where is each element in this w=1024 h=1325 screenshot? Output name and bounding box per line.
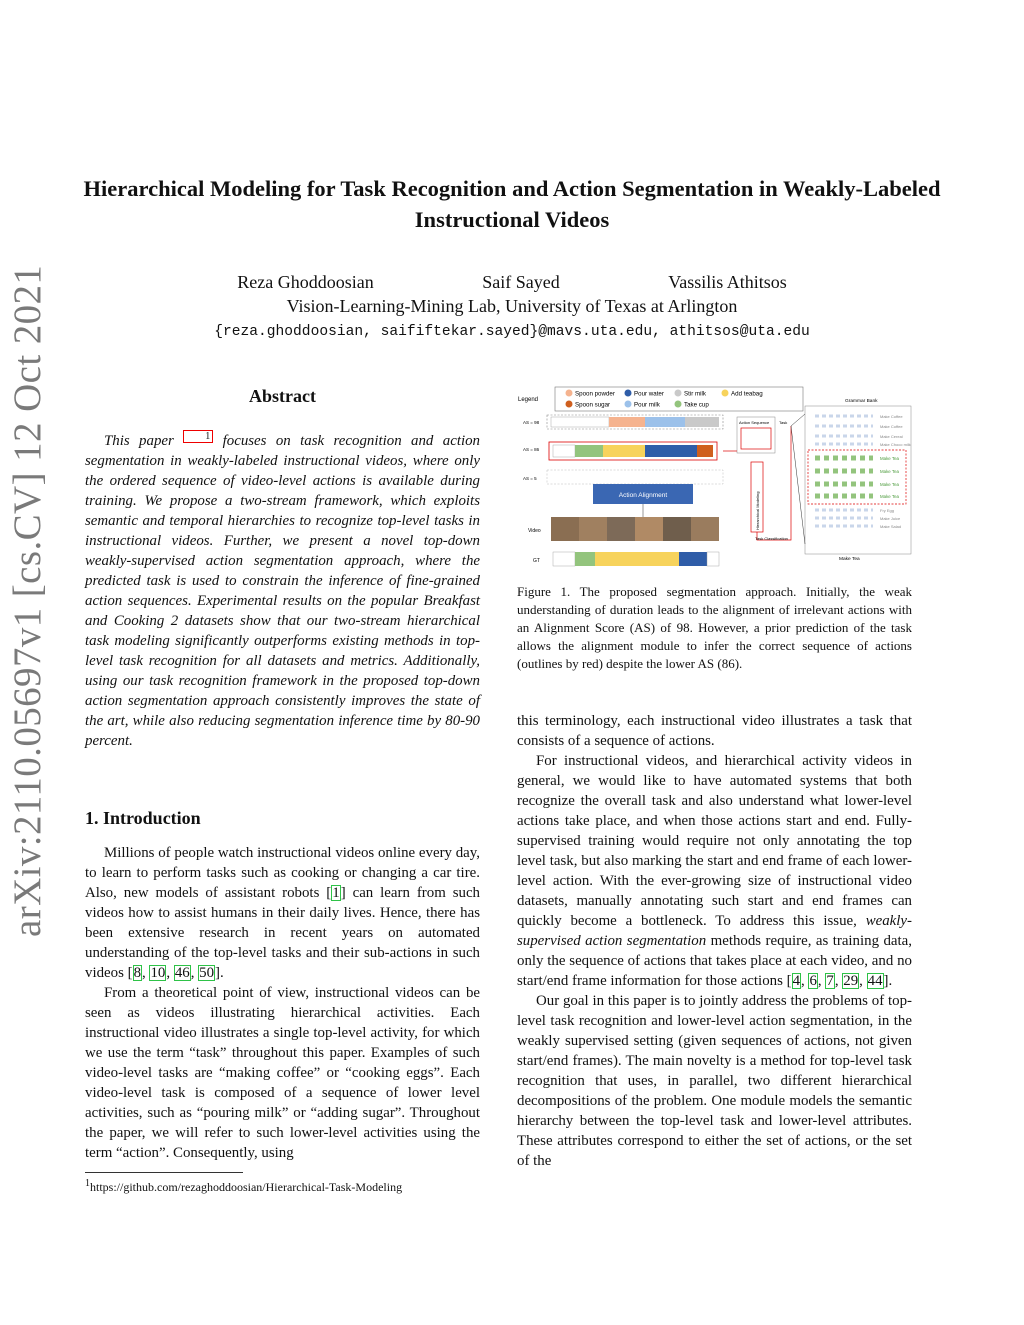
author-name: Reza Ghoddoosian [237,272,374,292]
citation-link[interactable]: 29 [843,973,859,989]
citation-link[interactable]: 4 [792,973,801,989]
section-heading: 1. Introduction [85,808,201,828]
footnote-rule [85,1172,243,1173]
abstract-body: focuses on task recognition and action segmentation in weakly-labeled instructional videos, where only the ordered sequence of video-level actions is available during training. We propose a two-stream framework, which exploits semantic and temporal hierarchies to recognize top-level tasks in instructional videos. Further, we present a novel top-down weakly-supervised action segmentation approach, where the predicted task is used to constrain the inference of fine-grained action sequences. Experimental results on the popular Breakfast and Cooking 2 datasets show that our two-stream hierarchical task modeling significantly outperforms existing methods in top-level task recognition for all datasets and metrics. Additionally, using our task recognition framework in the proposed top-down action segmentation approach consistently improves the state of the art, while also reducing segmentation inference time by 80-90 percent. [85,432,480,749]
video-label: Video [528,528,541,534]
action-alignment-label: Action Alignment [618,492,668,499]
legend-swatch [566,401,573,408]
video-frame [551,517,579,541]
make-tea-label: Make Tea [839,557,860,562]
gt-segment [553,552,575,566]
abstract-lead: This paper [104,432,174,449]
grammar-label: Make Tea [880,482,899,487]
legend-label: Spoon powder [575,390,615,398]
legend-swatch [625,401,632,408]
grammar-label: Make Juice [880,516,901,521]
grammar-bank-label: Grammar Bank [845,399,878,404]
paragraph: Millions of people watch instructional videos online every day, to learn to perform tasks such as cooking or changing a car tire. Also, new models of assistant robots [1] can learn from such videos how to assist humans in their daily lives. Hence, there has been extensive research in recent years on automated understanding of the top-level tasks and their sub-actions in such videos [8, 10, 46, 50]. [85,845,481,981]
as98-label: AS = 98 [523,420,540,425]
grammar-label: Make Coffee [880,414,903,419]
gt-segment [679,552,707,566]
right-column [517,711,912,1171]
segment [553,445,575,457]
task-classification-label: Task Classification [755,536,788,541]
grammar-label: Make Choco milk [880,442,911,447]
grammar-label: Make Tea [880,456,899,461]
grammar-label: Fry Egg [880,508,895,513]
citation-link[interactable]: 6 [809,973,817,989]
citation-link[interactable]: 1 [332,885,340,901]
legend-label: Stir milk [684,390,706,398]
figure-1 [515,384,915,569]
grammar-label: Make Cereal [880,434,903,439]
abstract-heading: Abstract [249,386,316,406]
paragraph: For instructional videos, and hierarchical activity videos in general, we would like to have automated systems that both recognize the overall task and also understand what lower-level actions take place, and when those actions start and end. Fully-supervised training would require not only annotating the top level task, but also marking the start and end frame of each lower-level action. With the ever-growing size of instructional video datasets, manually annotating such start and end frames can quickly become a bottleneck. To address this issue, weakly-supervised action segmentation methods require, as training data, only the sequence of actions that takes place at each video, and no start/end frame information for those actions [4, 6, 7, 29, 44]. [517,753,912,989]
segment [645,445,697,457]
citation-link[interactable]: 50 [199,965,215,981]
segment [603,445,645,457]
video-frame [635,517,663,541]
segment [575,445,603,457]
as5-label: AS = 5 [523,476,537,481]
legend-label: Pour water [634,390,664,398]
grammar-label: Make Tea [880,494,899,499]
action-sequence-label: Action Sequence [739,420,770,425]
grammar-label: Make Salad [880,524,902,529]
legend-label: Take cup [684,401,709,409]
video-frame [663,517,691,541]
left-column [85,843,480,1163]
figure-caption: Figure 1. The proposed segmentation approach. Initially, the weak understanding of duration leads to the alignment of irrelevant actions with an Alignment Score (AS) of 98. However, a prior prediction of the task allows the alignment module to infer the correct sequence of actions (outlines by red) despite the lower AS (86). [517,584,912,671]
footnote: $^1$https://github.com/rezaghoddoosian/Hierarchical-Task-Modeling [85,1178,403,1194]
paragraph: this terminology, each instructional video illustrates a task that consists of a sequence of actions. [517,713,912,749]
gt-segment [575,552,595,566]
connector [791,414,805,426]
author-names [0,270,1024,294]
footnote-link[interactable]: 1 [183,430,213,443]
citation-link[interactable]: 44 [867,973,883,989]
grammar-label: Make Coffee [880,424,903,429]
legend-swatch [625,390,632,397]
as86-label: AS = 86 [523,447,540,452]
legend-swatch [675,401,682,408]
legend-title: Legend [518,397,539,403]
gt-label: GT [533,558,540,564]
paragraph: From a theoretical point of view, instructional videos can be seen as videos illustrating hierarchical activities. Each instructional video illustrates a single top-level activity, for which we use the term “task” throughout this paper. Examples of such video-level tasks are “making coffee” or “cooking eggs”. Each video-level task is composed of a sequence of lower level activities, such as “pouring milk” or “adding sugar”. Throughout the paper, we will refer to such lower-level activities using the term “action”. Consequently, using [85,985,480,1161]
segment [609,417,645,427]
citation-link[interactable]: 7 [826,973,834,989]
paragraph: Our goal in this paper is to jointly address the problems of top-level task recognition and lower-level action segmentation, in the weakly supervised setting (given sequences of actions, not given start/end frames). The main novelty is a method for top-level task recognition that uses, in parallel, two different hierarchical decompositions of the problem. One module models the semantic hierarchy between the top-level task and lower-level attributes. These attributes correspond to either the set of actions, or the set of the [517,993,912,1169]
hierarchical-modeling-label: Hierarchical Modeling [755,491,760,530]
citation-link[interactable]: 8 [133,965,142,981]
citation-link[interactable]: 46 [174,965,190,981]
grammar-label: Make Tea [880,469,899,474]
segment [551,417,609,427]
video-frame [607,517,635,541]
task-label: Task [779,420,788,425]
arxiv-stamp: arXiv:2110.05697v1 [cs.CV] 12 Oct 2021 [6,264,49,937]
legend-label: Spoon sugar [575,401,611,409]
gt-segment [707,552,719,566]
legend-label: Pour milk [634,401,660,409]
legend-swatch [722,390,729,397]
row-as5-box [547,470,723,484]
video-frame [691,517,719,541]
author-block [0,270,1024,344]
gt-segment [595,552,679,566]
author-name: Vassilis Athitsos [668,272,787,292]
segment [645,417,685,427]
legend-swatch [675,390,682,397]
paper-title: Hierarchical Modeling for Task Recognition and Action Segmentation in Weakly-Labeled Instructional Videos [83,176,941,232]
video-frames [551,517,719,541]
footnote-url[interactable]: https://github.com/rezaghoddoosian/Hierarchical-Task-Modeling [90,1180,403,1194]
author-name: Saif Sayed [482,272,560,292]
emails: {reza.ghoddoosian, saififtekar.sayed}@mavs.uta.edu, athitsos@uta.edu [214,324,810,340]
video-frame [579,517,607,541]
segment [685,417,719,427]
affiliation: Vision-Learning-Mining Lab, University of Texas at Arlington [286,296,738,316]
citation-link[interactable]: 10 [150,965,166,981]
abstract-text [85,430,480,751]
legend-label: Add teabag [731,390,763,398]
connector [791,426,805,544]
legend-swatch [566,390,573,397]
segment [697,445,713,457]
